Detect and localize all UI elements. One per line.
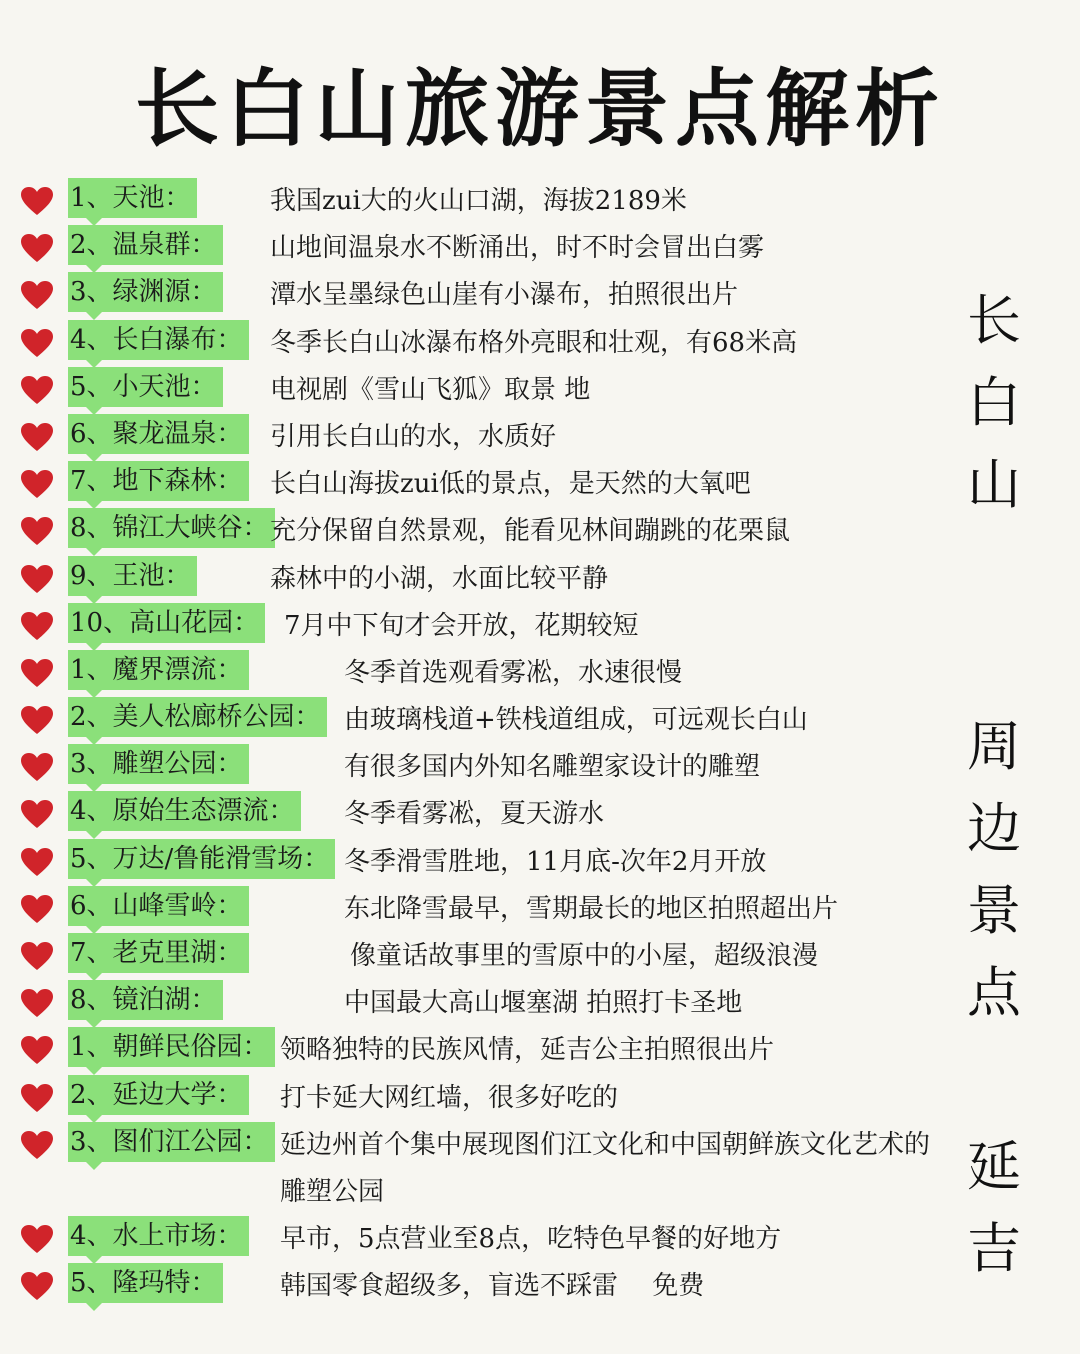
item-description: 冬季看雾凇，夏天游水	[344, 799, 605, 830]
side-char: 白	[967, 371, 1021, 434]
item-description: 森林中的小湖，水面比较平静	[270, 563, 609, 594]
heart-icon	[20, 186, 54, 216]
item-label: 2、美人松廊桥公园：	[68, 697, 327, 737]
list-item	[0, 1120, 960, 1214]
item-label: 1、魔界漂流：	[68, 650, 249, 690]
item-label: 2、延边大学：	[68, 1075, 249, 1115]
item-label: 6、山峰雪岭：	[68, 886, 249, 926]
item-label: 5、万达/鲁能滑雪场：	[68, 839, 335, 879]
heart-icon	[20, 658, 54, 688]
heart-icon	[20, 941, 54, 971]
heart-icon	[20, 611, 54, 641]
item-description: 我国zui大的火山口湖，海拔2189米	[270, 186, 687, 216]
item-label: 9、王池：	[68, 556, 197, 596]
item-label: 5、小天池：	[68, 367, 223, 407]
heart-icon	[20, 1130, 54, 1160]
heart-icon	[20, 469, 54, 499]
item-description: 中国最大高山堰塞湖 拍照打卡圣地	[344, 988, 743, 1019]
list-item	[0, 978, 960, 1025]
side-label-surrounding	[962, 706, 1026, 1034]
heart-icon	[20, 280, 54, 310]
side-char: 点	[967, 961, 1021, 1024]
item-description: 像童话故事里的雪原中的小屋，超级浪漫	[350, 941, 819, 971]
heart-icon	[20, 847, 54, 877]
attraction-list	[0, 176, 960, 1309]
item-description: 7月中下旬才会开放，花期较短	[284, 610, 639, 641]
item-description: 山地间温泉水不断涌出，时不时会冒出白雾	[270, 233, 765, 264]
list-item	[0, 412, 960, 459]
heart-icon	[20, 705, 54, 735]
list-item	[0, 837, 960, 884]
list-item	[0, 365, 960, 412]
list-item	[0, 742, 960, 789]
list-item	[0, 223, 960, 270]
heart-icon	[20, 422, 54, 452]
item-description: 领略独特的民族风情，延吉公主拍照很出片	[280, 1035, 775, 1066]
list-item	[0, 1261, 960, 1308]
item-description: 冬季长白山冰瀑布格外亮眼和壮观，有68米高	[270, 327, 798, 358]
heart-icon	[20, 988, 54, 1018]
heart-icon	[20, 752, 54, 782]
page-title: 长白山旅游景点解析	[134, 60, 945, 158]
list-item	[0, 506, 960, 553]
item-label: 5、隆玛特：	[68, 1263, 223, 1303]
item-description: 冬季滑雪胜地，11月底-次年2月开放	[344, 846, 767, 877]
list-item	[0, 176, 960, 223]
side-char: 延	[967, 1135, 1021, 1198]
item-label: 3、雕塑公园：	[68, 744, 249, 784]
list-item	[0, 318, 960, 365]
list-item	[0, 1025, 960, 1072]
side-label-yanji	[962, 1126, 1026, 1290]
item-description: 长白山海拔zui低的景点，是天然的大氧吧	[270, 469, 751, 500]
list-item	[0, 789, 960, 836]
item-description: 延边州首个集中展现图们江文化和中国朝鲜族文化艺术的雕塑公园	[280, 1129, 931, 1207]
list-item	[0, 1214, 960, 1261]
item-label: 10、高山花园：	[68, 603, 265, 643]
heart-icon	[20, 1271, 54, 1301]
side-char: 吉	[967, 1217, 1021, 1280]
list-item	[0, 554, 960, 601]
item-description: 由玻璃栈道+铁栈道组成，可远观长白山	[344, 705, 808, 736]
heart-icon	[20, 564, 54, 594]
item-label: 3、图们江公园：	[68, 1122, 275, 1162]
item-description: 冬季首选观看雾凇，水速很慢	[344, 657, 683, 688]
item-label: 4、水上市场：	[68, 1216, 249, 1256]
heart-icon	[20, 799, 54, 829]
side-char: 景	[967, 879, 1021, 942]
heart-icon	[20, 1035, 54, 1065]
item-description: 早市，5点营业至8点，吃特色早餐的好地方	[280, 1224, 782, 1255]
item-label: 1、天池：	[68, 178, 197, 218]
item-description: 有很多国内外知名雕塑家设计的雕塑	[344, 752, 761, 783]
item-label: 4、原始生态漂流：	[68, 791, 301, 831]
heart-icon	[20, 894, 54, 924]
item-label: 8、锦江大峡谷：	[68, 508, 275, 548]
item-description: 打卡延大网红墙，很多好吃的	[280, 1082, 619, 1113]
side-char: 周	[967, 715, 1021, 778]
item-label: 2、温泉群：	[68, 225, 223, 265]
item-description: 电视剧《雪山飞狐》取景 地	[270, 374, 591, 405]
item-label: 8、镜泊湖：	[68, 980, 223, 1020]
item-description: 韩国零食超级多，盲选不踩雷 免费	[280, 1271, 705, 1302]
heart-icon	[20, 1083, 54, 1113]
list-item	[0, 931, 960, 978]
item-label: 3、绿渊源：	[68, 272, 223, 312]
heart-icon	[20, 233, 54, 263]
list-item	[0, 1073, 960, 1120]
item-label: 1、朝鲜民俗园：	[68, 1027, 275, 1067]
item-description: 充分保留自然景观，能看见林间蹦跳的花栗鼠	[270, 516, 791, 547]
side-char: 山	[967, 453, 1021, 516]
side-char: 边	[967, 797, 1021, 860]
item-label: 7、地下森林：	[68, 461, 249, 501]
list-item	[0, 459, 960, 506]
heart-icon	[20, 375, 54, 405]
item-label: 4、长白瀑布：	[68, 320, 249, 360]
list-item	[0, 648, 960, 695]
heart-icon	[20, 1224, 54, 1254]
item-description: 引用长白山的水，水质好	[270, 421, 557, 452]
list-item	[0, 884, 960, 931]
item-description: 东北降雪最早，雪期最长的地区拍照超出片	[344, 893, 839, 924]
item-description: 潭水呈墨绿色山崖有小瀑布，拍照很出片	[270, 280, 739, 311]
item-label: 6、聚龙温泉：	[68, 414, 249, 454]
list-item	[0, 695, 960, 742]
heart-icon	[20, 516, 54, 546]
side-char: 长	[967, 289, 1021, 352]
side-label-changbaishan	[962, 280, 1026, 526]
heart-icon	[20, 328, 54, 358]
list-item	[0, 270, 960, 317]
item-label: 7、老克里湖：	[68, 933, 249, 973]
list-item	[0, 601, 960, 648]
